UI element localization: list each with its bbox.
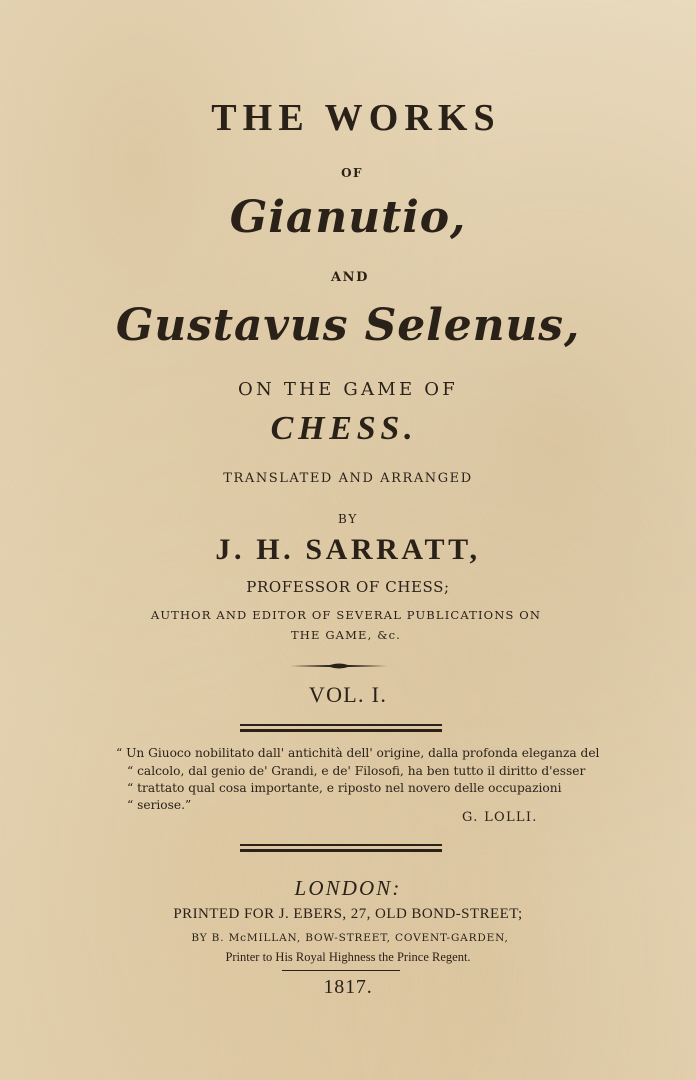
title-of: OF: [341, 166, 363, 180]
epigraph-attribution: G. LOLLI.: [462, 810, 538, 825]
imprint-year: 1817.: [323, 976, 373, 998]
epigraph-line-3: “ trattato qual cosa importante, e riposto nel novero delle occupazioni: [127, 781, 562, 795]
game-name: CHESS.: [270, 410, 418, 447]
author-gianutio: Gianutio,: [229, 192, 467, 243]
epigraph-line-2: “ calcolo, dal genio de' Grandi, e de' Filosofi, ha ben tutto il diritto d'esser: [127, 764, 586, 778]
imprint-printer-role: Printer to His Royal Highness the Prince Regent.: [225, 950, 471, 964]
imprint-rule: [282, 970, 400, 971]
ornament-divider: [290, 662, 388, 670]
translated-line: TRANSLATED AND ARRANGED: [223, 471, 473, 486]
credits-line-1: AUTHOR AND EDITOR OF SEVERAL PUBLICATIONS ON: [150, 608, 542, 622]
volume-number: VOL. I.: [308, 682, 388, 707]
imprint-city: LONDON:: [294, 876, 402, 900]
book-title: THE WORKS: [211, 97, 501, 139]
double-rule-top: [240, 724, 442, 732]
epigraph-line-4: “ seriose.”: [127, 798, 192, 812]
imprint-printed-for: PRINTED FOR J. EBERS, 27, OLD BOND-STREET;: [173, 906, 523, 922]
epigraph-line-1: “ Un Giuoco nobilitato dall' antichità dell' origine, dalla profonda eleganza del: [116, 746, 600, 760]
by-line: BY: [338, 512, 358, 526]
title-and: AND: [331, 270, 369, 285]
credits-line-2: THE GAME, &c.: [290, 628, 401, 642]
translator-title: PROFESSOR OF CHESS;: [246, 578, 450, 596]
imprint-printer: BY B. McMILLAN, BOW-STREET, COVENT-GARDEN,: [191, 932, 509, 944]
author-selenus: Gustavus Selenus,: [115, 300, 581, 351]
translator-name: J. H. SARRATT,: [215, 533, 481, 566]
subject-line: ON THE GAME OF: [237, 379, 459, 400]
double-rule-bottom: [240, 844, 442, 852]
